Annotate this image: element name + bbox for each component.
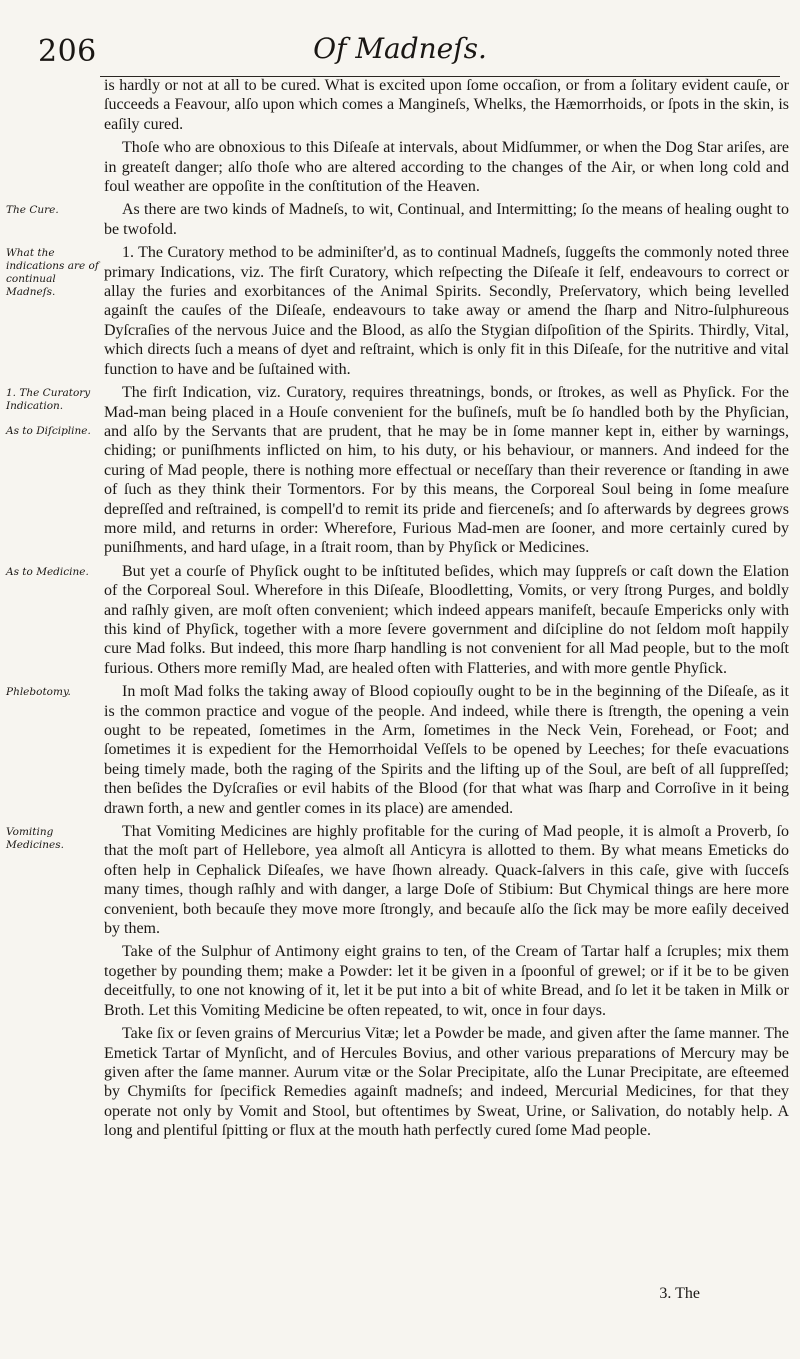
- margin-notes: [0, 200, 104, 239]
- paragraph: Thoſe who are obnoxious to this Diſeaſe at intervals, about Midſummer, or when the Dog Star ariſes, are in greateſt danger; alſo thoſe who are altered according to the changes of the Air, or when long cold and foul weather are oppoſite in the conſtitution of the Heaven.: [104, 139, 789, 196]
- paragraph: That Vomiting Medicines are highly profitable for the curing of Mad people, it is almoſt a Proverb, ſo that the moſt part of Hellebore, yea almoſt all Anticyra is allotted to them. By what means Emeticks do often help in Cephalick Diſeaſes, we have ſhown already. Quack-ſalvers in this caſe, give with ſucceſs many times, though raſhly and with danger, a large Doſe of Stibium: But Chymical things are here more convenient, both becauſe they move more ſtrongly, and becauſe alſo the ſick may be more eaſily deceived by them.: [104, 823, 789, 938]
- margin-notes: [0, 682, 104, 818]
- paragraph-row: [0, 682, 800, 818]
- paragraph-row: [0, 942, 800, 1020]
- paragraph: 1. The Curatory method to be adminiſter'd, as to continual Madneſs, ſuggeſts the commonly noted three primary Indications, viz. The firſt Curatory, which reſpecting the Diſeaſe it ſelf, endeavours to correct or allay the furies and exorbitances of the Animal Spirits. Secondly, Preſervatory, which being levelled againſt the cauſes of the Diſeaſe, endeavours to take away or amend the ſharp and Nitro-ſulphureous Dyſcraſies of the nervous Juice and the Blood, as alſo the Stygian diſpoſition of the Spirits. Thirdly, Vital, which directs ſuch a means of dyet and reſtraint, which is only fit in this Diſeaſe, for the nutritive and vital function to have and be ſuſtained with.: [104, 244, 789, 378]
- margin-note: Phlebotomy.: [6, 686, 71, 699]
- catchword: 3. The: [659, 1285, 700, 1302]
- paragraph-row: [0, 243, 800, 379]
- paragraph: is hardly or not at all to be cured. What is excited upon ſome occaſion, or from a ſolitary evident cauſe, or ſucceeds a Feavour, alſo upon which comes a Mangineſs, Whelks, the Hæmorrhoids, or ſpots in the skin, is eaſily cured.: [104, 77, 789, 133]
- paragraph: Take ſix or ſeven grains of Mercurius Vitæ; let a Powder be made, and given after the ſame manner. The Emetick Tartar of Mynſicht, and of Hercules Bovius, and other various preparations of Mercury may be given after the ſame manner. Aurum vitæ or the Solar Precipitate, alſo the Lunar Precipitate, are eſteemed by Chymiſts for ſpecifick Remedies againſt madneſs; and indeed, Mercurial Medicines, for that they operate not only by Vomit and Stool, but oftentimes by Sweat, Urine, or Salivation, do notably help. A long and plentiful ſpitting or flux at the mouth hath perfectly cured ſome Mad people.: [104, 1025, 789, 1140]
- margin-note: As to Medicine.: [6, 565, 89, 578]
- paragraph-row: [0, 383, 800, 558]
- body-text: [0, 76, 800, 1309]
- paragraph: Take of the Sulphur of Antimony eight grains to ten, of the Cream of Tartar half a ſcruples; mix them together by pounding them; make a Powder: let it be given in a ſpoonful of grewel; or if it be to be given deceitfully, to one not knowing of it, let it be put into a bit of white Bread, and ſo let it be taken in Milk or Broth. Let this Vomiting Medicine be often repeated, to wit, once in four days.: [104, 943, 789, 1019]
- paragraph-row: [0, 76, 800, 134]
- margin-notes: [0, 383, 104, 558]
- margin-note: 1. The Curatory Indication.: [6, 387, 91, 413]
- paragraph: As there are two kinds of Madneſs, to wit, Continual, and Intermitting; ſo the means of healing ought to be twofold.: [104, 201, 789, 238]
- paragraph-row: [0, 822, 800, 938]
- margin-note: Vomiting Medicines.: [6, 826, 64, 852]
- margin-notes: [0, 138, 104, 196]
- margin-note: The Cure.: [6, 204, 59, 217]
- running-title: Of Madneſs.: [313, 32, 487, 65]
- page-header: [20, 10, 780, 72]
- page-number: 206: [38, 34, 97, 69]
- margin-notes: [0, 562, 104, 678]
- paragraph: In moſt Mad folks the taking away of Blood copiouſly ought to be in the beginning of the Diſeaſe, as it is the common practice and vogue of the people. And indeed, while there is ſtrength, the opening a vein ought to be repeated, ſometimes in the Arm, ſometimes in the Neck Vein, Forehead, or Foot; and ſometimes it is expedient for the Hemorrhoidal Veſſels to be opened by Leeches; for theſe evacuations being timely made, both the raging of the Spirits and the lifting up of the Soul, are beſt of all ſuppreſſed; then beſides the Dyſcraſies or evil habits of the Blood (for that what was ſharp and Corroſive in it being drawn forth, a new and gentler comes in its place) are amended.: [104, 683, 789, 817]
- margin-notes: [0, 942, 104, 1020]
- paragraph-row: [0, 562, 800, 678]
- margin-notes: [0, 822, 104, 938]
- margin-notes: [0, 1024, 104, 1140]
- paragraph: The firſt Indication, viz. Curatory, requires threatnings, bonds, or ſtrokes, as well as Phyſick. For the Mad-man being placed in a Houſe convenient for the buſineſs, muſt be ſo handled both by the Phyſician, and alſo by the Servants that are prudent, that he may be in ſome manner kept in, either by warnings, chiding; or puniſhments inflicted on him, to his duty, or his behaviour, or manners. And indeed for the curing of Mad people, there is nothing more effectual or neceſſary than their reverence or ſtanding in awe of ſuch as they think their Tormentors. For by this means, the Corporeal Soul being in ſome meaſure depreſſed and reſtrained, is compell'd to remit its pride and fierceneſs; and ſo afterwards by degrees grows more mild, and returns in order: Wherefore, Furious Mad-men are ſooner, and more certainly cured by puniſhments, and hard uſage, in a ſtrait room, than by Phyſick or Medicines.: [104, 384, 789, 557]
- margin-note: As to Diſcipline.: [6, 425, 91, 438]
- margin-note: What the indications are of continual Madneſs.: [6, 247, 99, 299]
- paragraph-row: [0, 1024, 800, 1140]
- paragraph-row: [0, 138, 800, 196]
- margin-notes: [0, 243, 104, 379]
- paragraph-row: [0, 200, 800, 239]
- margin-notes: [0, 76, 104, 134]
- paragraph: But yet a courſe of Phyſick ought to be inſtituted beſides, which may ſuppreſs or caſt down the Elation of the Corporeal Soul. Wherefore in this Diſeaſe, Bloodletting, Vomits, or very ſtrong Purges, and boldly and raſhly given, are moſt often convenient; which indeed appears manifeſt, becauſe Empericks only with this kind of Phyſick, together with a more ſevere government and diſcipline do not ſeldom moſt happily cure Mad folks. But indeed, this more ſharp handling is not convenient for all Mad people, but to the moſt furious. Others more remiſly Mad, are healed often with Flatteries, and with more gentle Phyſick.: [104, 562, 789, 677]
